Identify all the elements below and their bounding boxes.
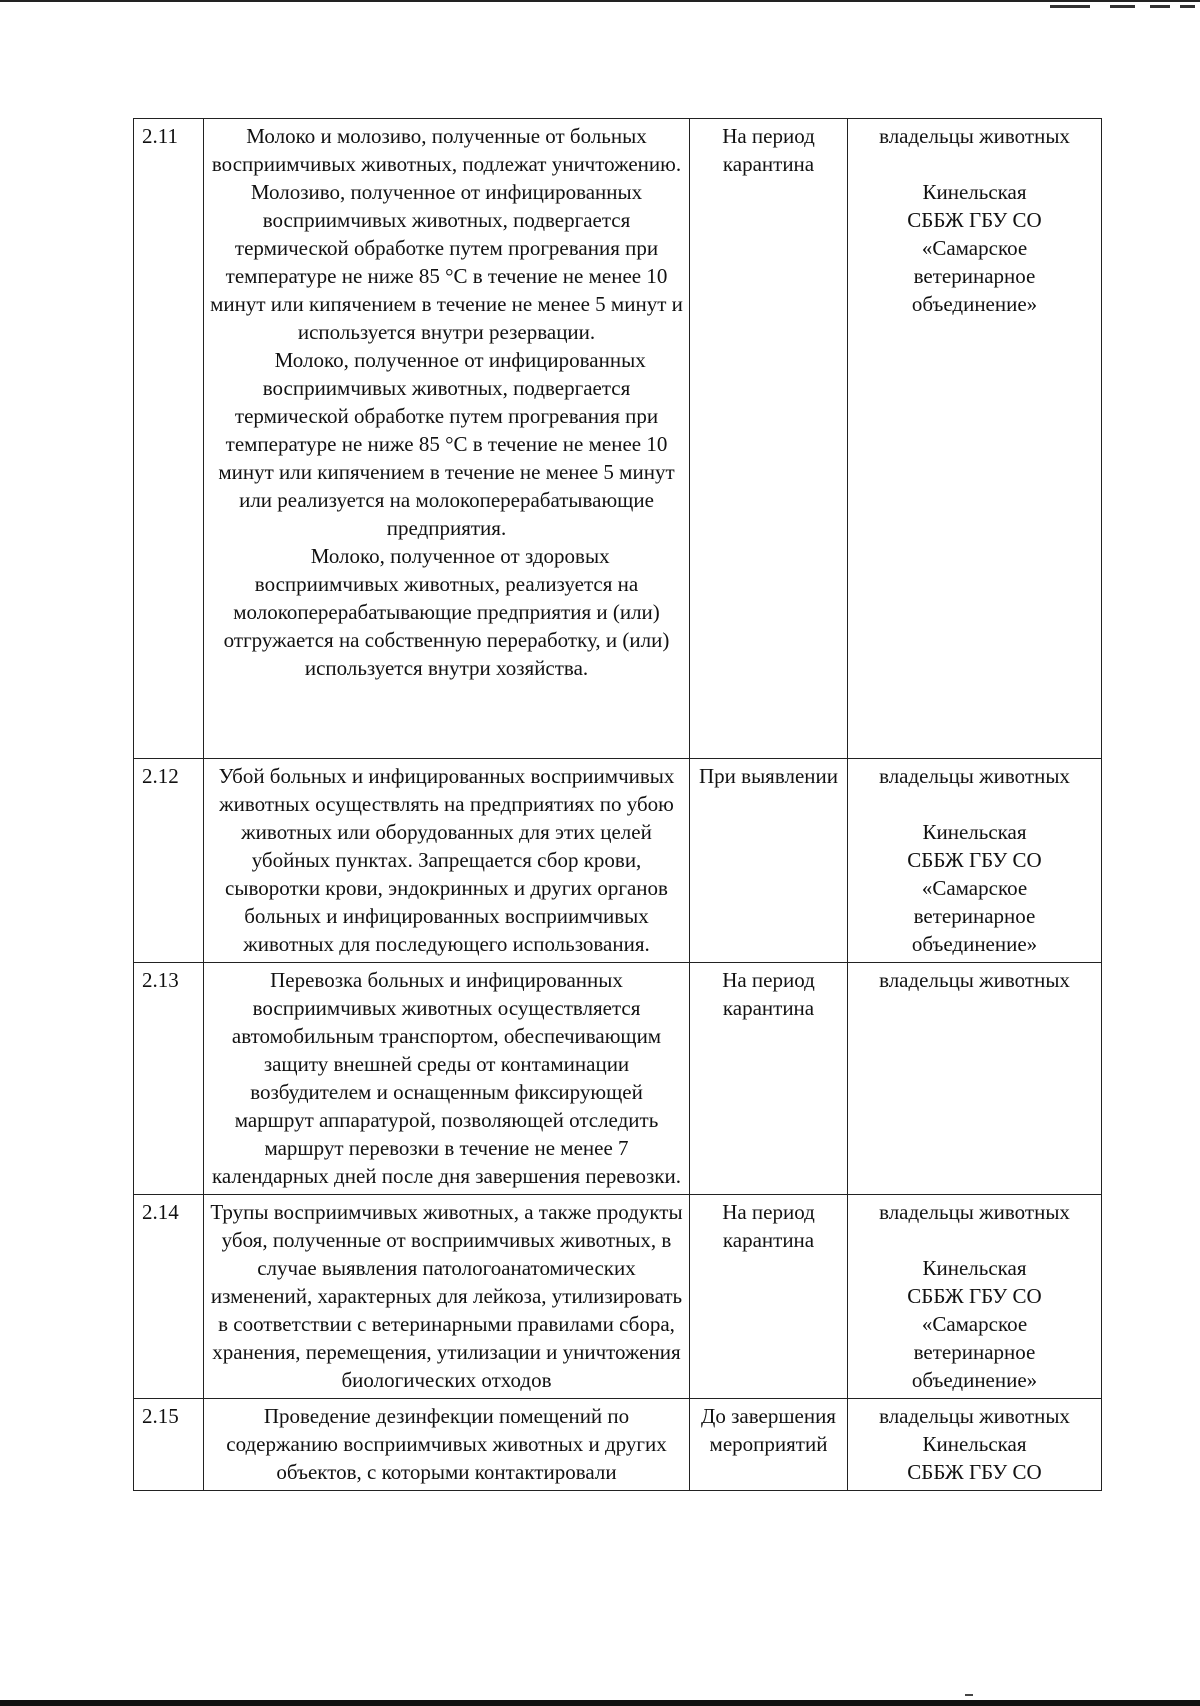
org-line: СББЖ ГБУ СО xyxy=(907,208,1042,232)
table-row xyxy=(134,1195,1102,1399)
org-line: СББЖ ГБУ СО xyxy=(907,1460,1042,1484)
action-cell xyxy=(204,119,690,759)
org-line: Кинельская xyxy=(922,1432,1027,1456)
scan-top-dash xyxy=(1110,5,1135,8)
org-line: «Самарское xyxy=(921,1312,1028,1336)
responsible-cell xyxy=(848,119,1102,759)
table-row xyxy=(134,119,1102,759)
org-line: СББЖ ГБУ СО xyxy=(907,848,1042,872)
table-row xyxy=(134,1399,1102,1491)
org-line: СББЖ ГБУ СО xyxy=(907,1284,1042,1308)
scan-top-dash xyxy=(1150,5,1170,8)
org-line: Кинельская xyxy=(922,180,1027,204)
row-number: 2.14 xyxy=(134,1195,204,1399)
org-line: объединение» xyxy=(911,932,1038,956)
scan-top-border xyxy=(0,0,1200,2)
action-paragraph: Проведение дезинфекции помещений по содержанию восприимчивых животных и других объектов, с которыми контактировали xyxy=(226,1404,667,1484)
org-line: объединение» xyxy=(911,1368,1038,1392)
owner-label: владельцы животных xyxy=(879,1200,1070,1224)
action-paragraph: Молоко, полученное от здоровых восприимчивых животных, реализуется на молокоперерабатывающие предприятия и (или) отгружается на собственную переработку, и (или) используется внутри хозяйства. xyxy=(223,544,670,680)
term-cell: На период карантина xyxy=(690,1195,848,1399)
term-cell: На период карантина xyxy=(690,963,848,1195)
row-number: 2.12 xyxy=(134,759,204,963)
responsible-cell xyxy=(848,963,1102,1195)
scan-bottom-border xyxy=(0,1700,1200,1706)
term-cell: На период карантина xyxy=(690,119,848,759)
action-cell xyxy=(204,963,690,1195)
org-line: «Самарское xyxy=(921,876,1028,900)
row-number: 2.11 xyxy=(134,119,204,759)
action-cell xyxy=(204,1399,690,1491)
table-row xyxy=(134,759,1102,963)
row-number: 2.15 xyxy=(134,1399,204,1491)
term-cell: До завершения мероприятий xyxy=(690,1399,848,1491)
action-paragraph: Молоко и молозиво, полученные от больных восприимчивых животных, подлежат уничтожению. Молозиво, полученное от инфицированных восприимчивых животных, подвергается термической обработке путем прогревания при температуре не ниже 85 °С в течение не менее 10 минут или кипячением в течение не менее 5 минут и используется внутри резервации. xyxy=(210,124,683,344)
scan-top-dash xyxy=(1050,5,1090,8)
org-line: ветеринарное xyxy=(913,1340,1036,1364)
row-number: 2.13 xyxy=(134,963,204,1195)
responsible-cell xyxy=(848,1195,1102,1399)
action-cell xyxy=(204,759,690,963)
responsible-cell xyxy=(848,759,1102,963)
owner-label: владельцы животных xyxy=(879,1404,1070,1428)
action-paragraph: Перевозка больных и инфицированных восприимчивых животных осуществляется автомобильным транспортом, обеспечивающим защиту внешней среды от контаминации возбудителем и оснащенным фиксирующей маршрут аппаратурой, позволяющей отследить маршрут перевозки в течение не менее 7 календарных дней после дня завершения перевозки. xyxy=(212,968,681,1188)
action-cell xyxy=(204,1195,690,1399)
org-line: Кинельская xyxy=(922,820,1027,844)
owner-label: владельцы животных xyxy=(879,968,1070,992)
action-paragraph: Трупы восприимчивых животных, а также продукты убоя, полученные от восприимчивых животных, в случае выявления патологоанатомических изменений, характерных для лейкоза, утилизировать в соответствии с ветеринарными правилами сбора, хранения, перемещения, утилизации и уничтожения биологических отходов xyxy=(210,1200,683,1392)
action-paragraph: Молоко, полученное от инфицированных восприимчивых животных, подвергается термической обработке путем прогревания при температуре не ниже 85 °С в течение не менее 10 минут или кипячением в течение не менее 5 минут или реализуется на молокоперерабатывающие предприятия. xyxy=(218,348,675,540)
owner-label: владельцы животных xyxy=(879,764,1070,788)
org-line: ветеринарное xyxy=(913,264,1036,288)
responsible-cell xyxy=(848,1399,1102,1491)
owner-label: владельцы животных xyxy=(879,124,1070,148)
org-line: «Самарское xyxy=(921,236,1028,260)
table-row xyxy=(134,963,1102,1195)
org-line: ветеринарное xyxy=(913,904,1036,928)
org-line: Кинельская xyxy=(922,1256,1027,1280)
action-paragraph: Убой больных и инфицированных восприимчивых животных осуществлять на предприятиях по убою животных или оборудованных для этих целей убойных пунктах. Запрещается сбор крови, сыворотки крови, эндокринных и других органов больных и инфицированных восприимчивых животных для последующего использования. xyxy=(218,764,675,956)
term-cell: При выявлении xyxy=(690,759,848,963)
scan-top-dash xyxy=(1180,5,1195,8)
scan-mark xyxy=(965,1694,973,1696)
org-line: объединение» xyxy=(911,292,1038,316)
measures-table xyxy=(133,118,1102,1491)
